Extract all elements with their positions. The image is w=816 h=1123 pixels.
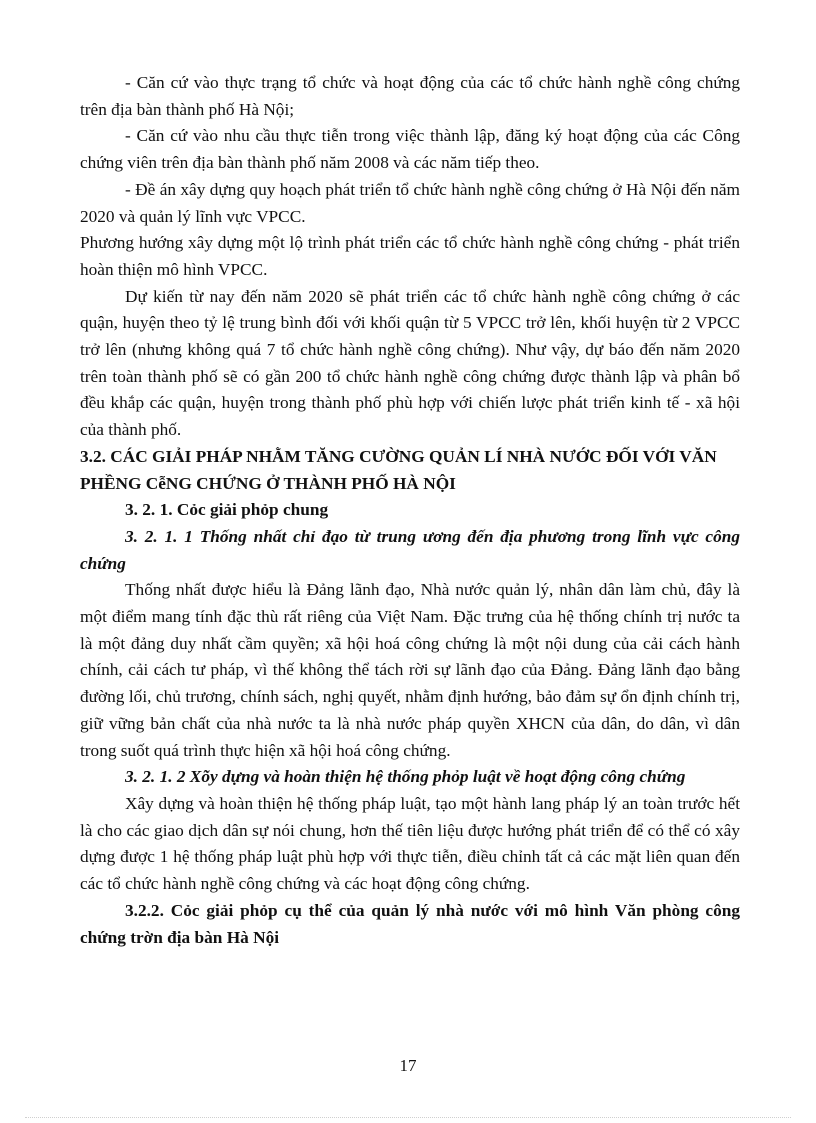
paragraph-bullet-2: - Căn cứ vào nhu cầu thực tiễn trong việc thành lập, đăng ký hoạt động của các Công chứng viên trên địa bàn thành phố năm 2008 và các năm tiếp theo.: [80, 126, 740, 173]
section-heading-3-2: 3.2. CÁC GIẢI PHÁP NHẰM TĂNG CƯỜNG QUẢN LÍ NHÀ NƯỚC ĐỐI VỚI VĂN PHỀNG CễNG CHỨNG Ở THÀNH PHỐ HÀ NỘI: [80, 446, 717, 493]
paragraph-bullet-1: - Căn cứ vào thực trạng tổ chức và hoạt động của các tổ chức hành nghề công chứng trên địa bàn thành phố Hà Nội;: [80, 73, 740, 119]
subsubsection-heading-3-2-1-1: 3. 2. 1. 1 Thống nhất chỉ đạo từ trung ương đến địa phương trong lĩnh vực công chứng: [80, 526, 740, 573]
subsection-heading-3-2-1: 3. 2. 1. Cỏc giải phỏp chung: [125, 500, 329, 520]
paragraph-unified-leadership: Thống nhất được hiểu là Đảng lãnh đạo, Nhà nước quản lý, nhân dân làm chủ, đây là một điểm mang tính đặc thù rất riêng của Việt Nam. Đặc trưng của hệ thống chính trị nước ta là một đảng duy nhất cầm quyền; xã hội hoá công chứng là một nội dung của cải cách hành chính, cải cách tư pháp, vì thế không thể tách rời sự lãnh đạo của Đảng. Đảng lãnh đạo bằng đường lối, chủ trương, chính sách, nghị quyết, nhằm định hướng, bảo đảm sự ổn định chính trị, giữ vững bản chất của nhà nước ta là nhà nước pháp quyền XHCN của dân, do dân, vì dân trong suốt quá trình thực hiện xã hội hoá công chứng.: [80, 580, 740, 760]
page-bottom-divider: [25, 1117, 791, 1118]
subsubsection-heading-3-2-1-2: 3. 2. 1. 2 Xõy dựng và hoàn thiện hệ thống phỏp luật về hoạt động công chứng: [125, 767, 686, 787]
paragraph-bullet-3: - Đề án xây dựng quy hoạch phát triển tổ chức hành nghề công chứng ở Hà Nội đến năm 2020 và quản lý lĩnh vực VPCC.: [80, 179, 740, 226]
subsection-heading-3-2-2: 3.2.2. Cỏc giải phỏp cụ thể của quản lý nhà nước với mô hình Văn phòng công chứng trờn địa bàn Hà Nội: [80, 900, 740, 947]
paragraph-direction: Phương hướng xây dựng một lộ trình phát triển các tổ chức hành nghề công chứng - phát triển hoàn thiện mô hình VPCC.: [80, 233, 740, 279]
paragraph-legal-system: Xây dựng và hoàn thiện hệ thống pháp luật, tạo một hành lang pháp lý an toàn trước hết là cho các giao dịch dân sự nói chung, hơn thế tiên liệu được hướng phát triển để có thể có xây dựng được 1 hệ thống pháp luật phù hợp với thực tiễn, điều chỉnh tất cả các mặt liên quan đến các tổ chức hành nghề công chứng và các hoạt động công chứng.: [80, 793, 740, 894]
page-number: 17: [399, 1056, 417, 1075]
document-body: [80, 70, 740, 951]
paragraph-forecast: Dự kiến từ nay đến năm 2020 sẽ phát triển các tổ chức hành nghề công chứng ở các quận, huyện theo tỷ lệ trung bình đối với khối quận từ 5 VPCC trở lên, khối huyện từ 2 VPCC trở lên (nhưng không quá 7 tổ chức hành nghề công chứng). Như vậy, dự báo đến năm 2020 trên toàn thành phố sẽ có gần 200 tổ chức hành nghề công chứng được thành lập và phân bổ đều khắp các quận, huyện trong thành phố phù hợp với chiến lược phát triển kinh tế - xã hội của thành phố.: [80, 286, 740, 440]
